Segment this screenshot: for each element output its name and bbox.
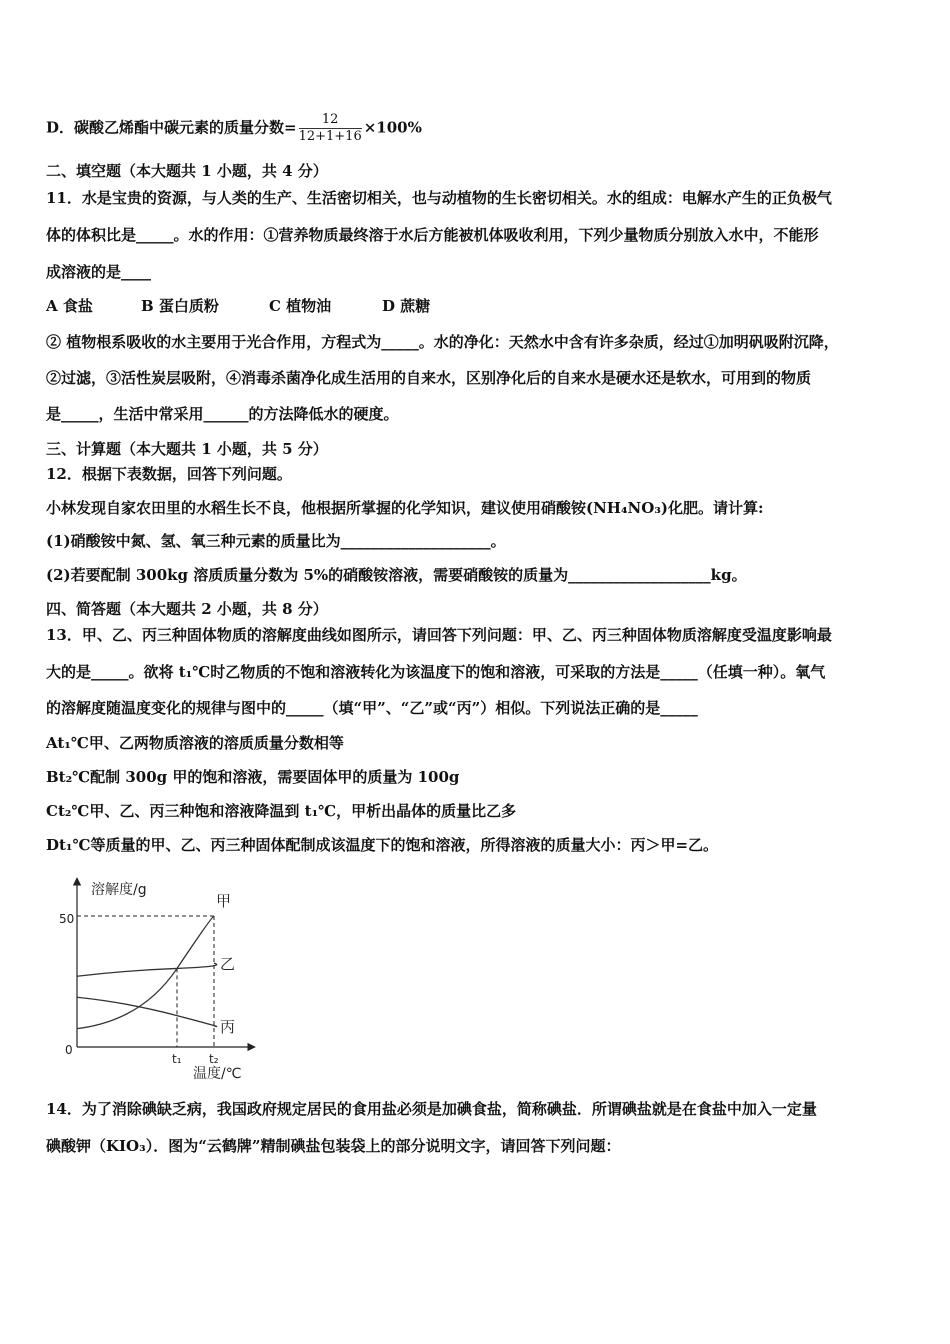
q12-line-3: (1)硝酸铵中氮、氢、氧三种元素的质量比为____________________。 (46, 532, 506, 550)
solubility-chart (55, 872, 265, 1084)
q14-line-1: 14．为了消除碘缺乏病，我国政府规定居民的食用盐必须是加碘食盐，简称碘盐．所谓碘盐就是在食盐中加入一定量 (46, 1100, 817, 1118)
section-2-title: 二、填空题（本大题共 1 小题，共 4 分） (46, 162, 328, 180)
q11-option-c: C 植物油 (269, 297, 332, 315)
q13-option-b: Bt₂℃配制 300g 甲的饱和溶液，需要固体甲的质量为 100g (46, 768, 460, 786)
series-label-jia: 甲 (216, 892, 232, 911)
x-tick-label-2: t₂ (209, 1052, 219, 1066)
carbon-fraction (299, 112, 362, 145)
fraction-numerator: 12 (299, 112, 362, 129)
q10-option-d-prefix: D．碳酸乙烯酯中碳元素的质量分数= (46, 118, 297, 137)
q11-options (46, 296, 910, 316)
q13-line-1: 13．甲、乙、丙三种固体物质的溶解度曲线如图所示，请回答下列问题：甲、乙、丙三种固体物质溶解度受温度影响最 (46, 626, 832, 644)
q13-line-3: 的溶解度随温度变化的规律与图中的_____（填“甲”、“乙”或“丙”）相似。下列说法正确的是_____ (46, 699, 698, 717)
section-4-title: 四、简答题（本大题共 2 小题，共 8 分） (46, 600, 328, 618)
q10-option-d-suffix: ×100% (363, 118, 422, 137)
q13-option-d: Dt₁℃等质量的甲、乙、丙三种固体配制成该温度下的饱和溶液，所得溶液的质量大小：丙＞甲=乙。 (46, 836, 719, 854)
q12-line-4: (2)若要配制 300kg 溶质质量分数为 5%的硝酸铵溶液，需要硝酸铵的质量为___________________kg。 (46, 566, 747, 584)
fraction-denominator: 12+1+16 (298, 129, 362, 144)
q13-option-c: Ct₂℃甲、乙、丙三种饱和溶液降温到 t₁℃，甲析出晶体的质量比乙多 (46, 802, 517, 820)
q10-option-d (46, 112, 910, 145)
q13-option-a: At₁℃甲、乙两物质溶液的溶质质量分数相等 (46, 734, 344, 752)
x-tick-label-1: t₁ (172, 1052, 182, 1066)
q11-line-6: ②过滤，③活性炭层吸附，④消毒杀菌净化成生活用的自来水，区别净化后的自来水是硬水还是软水，可用到的物质 (46, 369, 812, 387)
curve-jia (77, 916, 214, 1029)
q14-line-2: 碘酸钾（KIO₃）．图为“云鹤牌”精制碘盐包装袋上的部分说明文字，请回答下列问题： (46, 1137, 621, 1155)
q11-option-d: D 蔗糖 (382, 297, 431, 315)
curve-yi (77, 963, 217, 976)
origin-label: 0 (65, 1043, 73, 1057)
q13-line-2: 大的是_____。欲将 t₁℃时乙物质的不饱和溶液转化为该温度下的饱和溶液，可采取的方法是_____（任填一种）。氧气 (46, 663, 826, 681)
q11-line-2: 体的体积比是_____。水的作用：①营养物质最终溶于水后方能被机体吸收利用，下列少量物质分别放入水中，不能形 (46, 226, 819, 244)
q11-line-1: 11．水是宝贵的资源，与人类的生产、生活密切相关，也与动植物的生长密切相关。水的组成：电解水产生的正负极气 (46, 189, 832, 207)
q11-line-3: 成溶液的是____ (46, 263, 152, 281)
q11-line-7: 是_____，生活中常采用______的方法降低水的硬度。 (46, 405, 399, 423)
section-3-title: 三、计算题（本大题共 1 小题，共 5 分） (46, 440, 328, 458)
y-tick-label: 50 (59, 912, 75, 926)
q12-line-1: 12．根据下表数据，回答下列问题。 (46, 465, 292, 483)
q12-line-2: 小林发现自家农田里的水稻生长不良，他根据所掌握的化学知识，建议使用硝酸铵(NH₄NO₃)化肥。请计算: (46, 499, 764, 517)
q11-option-b: B 蛋白质粉 (141, 297, 219, 315)
x-axis-label: 温度/℃ (193, 1066, 242, 1082)
y-axis-label: 溶解度/g (91, 882, 147, 898)
series-label-yi: 乙 (220, 955, 236, 974)
q11-line-5: ② 植物根系吸收的水主要用于光合作用，方程式为_____。水的净化：天然水中含有许多杂质，经过①加明矾吸附沉降， (46, 333, 839, 351)
series-label-bing: 丙 (220, 1018, 236, 1037)
q11-option-a: A 食盐 (46, 297, 93, 315)
